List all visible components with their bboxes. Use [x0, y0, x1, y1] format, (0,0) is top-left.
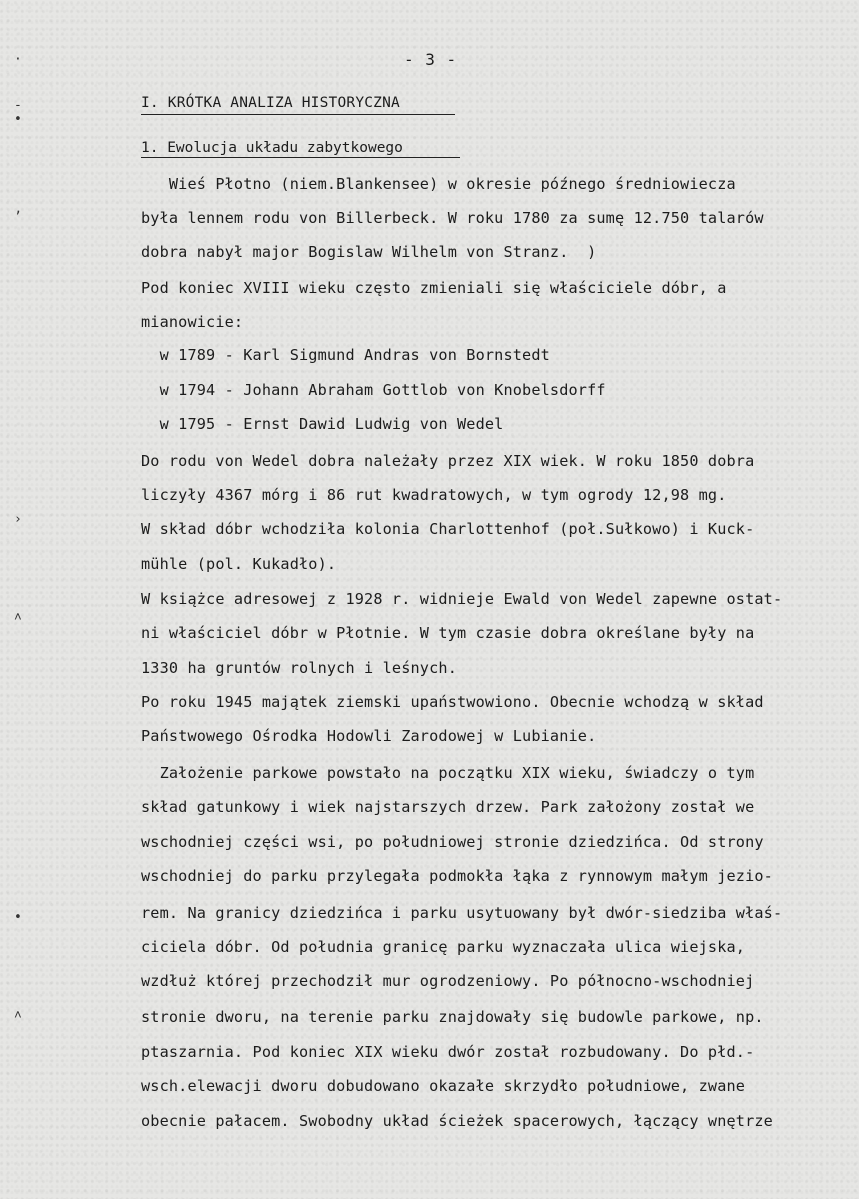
text-line: była lennem rodu von Billerbeck. W roku 1780 za sumę 12.750 talarów [141, 209, 764, 227]
text-line: W skład dóbr wchodziła kolonia Charlottenhof (poł.Sułkowo) i Kuck- [141, 520, 755, 538]
text-line: Po roku 1945 majątek ziemski upaństwowiono. Obecnie wchodzą w skład [141, 693, 764, 711]
text-line: wzdłuż której przechodził mur ogrodzeniowy. Po północno-wschodniej [141, 972, 755, 990]
page-number: - 3 - [404, 50, 458, 69]
text-line: Wieś Płotno (niem.Blankensee) w okresie późnego średniowiecza [141, 175, 736, 193]
text-line: ciciela dóbr. Od południa granicę parku wyznaczała ulica wiejska, [141, 938, 746, 956]
text-line: w 1794 - Johann Abraham Gottlob von Knobelsdorff [141, 381, 606, 399]
text-line: Pod koniec XVIII wieku często zmieniali się właściciele dóbr, a [141, 279, 727, 297]
text-line: obecnie pałacem. Swobodny układ ścieżek spacerowych, łączący wnętrze [141, 1112, 773, 1130]
margin-dot: ʼ [14, 210, 22, 225]
text-line: mianowicie: [141, 313, 244, 331]
text-line: wschodniej do parku przylegała podmokła łąka z rynnowym małym jezio- [141, 867, 773, 885]
text-line: 1330 ha gruntów rolnych i leśnych. [141, 659, 457, 677]
subsection-heading: 1. Ewolucja układu zabytkowego [141, 140, 460, 158]
margin-dot: • [14, 112, 22, 127]
text-line: ni właściciel dóbr w Płotnie. W tym czasie dobra określane były na [141, 624, 755, 642]
text-line: w 1789 - Karl Sigmund Andras von Bornstedt [141, 346, 550, 364]
text-line: mühle (pol. Kukadło). [141, 555, 337, 573]
text-line: wschodniej części wsi, po południowej stronie dziedzińca. Od strony [141, 833, 764, 851]
margin-dot: ˄ [14, 1008, 22, 1023]
margin-dot: • [14, 910, 22, 925]
text-line: w 1795 - Ernst Dawid Ludwig von Wedel [141, 415, 504, 433]
text-line: ptaszarnia. Pod koniec XIX wieku dwór został rozbudowany. Do płd.- [141, 1043, 755, 1061]
margin-dot: - [14, 98, 22, 113]
text-line: skład gatunkowy i wiek najstarszych drzew. Park założony został we [141, 798, 755, 816]
text-line: Założenie parkowe powstało na początku XIX wieku, świadczy o tym [141, 764, 755, 782]
text-line: dobra nabył major Bogislaw Wilhelm von Stranz. ) [141, 243, 597, 261]
text-line: Do rodu von Wedel dobra należały przez XIX wiek. W roku 1850 dobra [141, 452, 755, 470]
text-line: stronie dworu, na terenie parku znajdowały się budowle parkowe, np. [141, 1008, 764, 1026]
section-heading: I. KRÓTKA ANALIZA HISTORYCZNA [141, 95, 455, 115]
text-line: liczyły 4367 mórg i 86 rut kwadratowych, w tym ogrody 12,98 mg. [141, 486, 727, 504]
text-line: Państwowego Ośrodka Hodowli Zarodowej w Lubianie. [141, 727, 597, 745]
margin-dot: › [14, 512, 22, 527]
text-line: rem. Na granicy dziedzińca i parku usytuowany był dwór-siedziba właś- [141, 904, 783, 922]
text-line: W książce adresowej z 1928 r. widnieje Ewald von Wedel zapewne ostat- [141, 590, 783, 608]
text-line: wsch.elewacji dworu dobudowano okazałe skrzydło południowe, zwane [141, 1077, 746, 1095]
margin-dot: · [14, 52, 22, 67]
margin-dot: ˄ [14, 610, 22, 625]
